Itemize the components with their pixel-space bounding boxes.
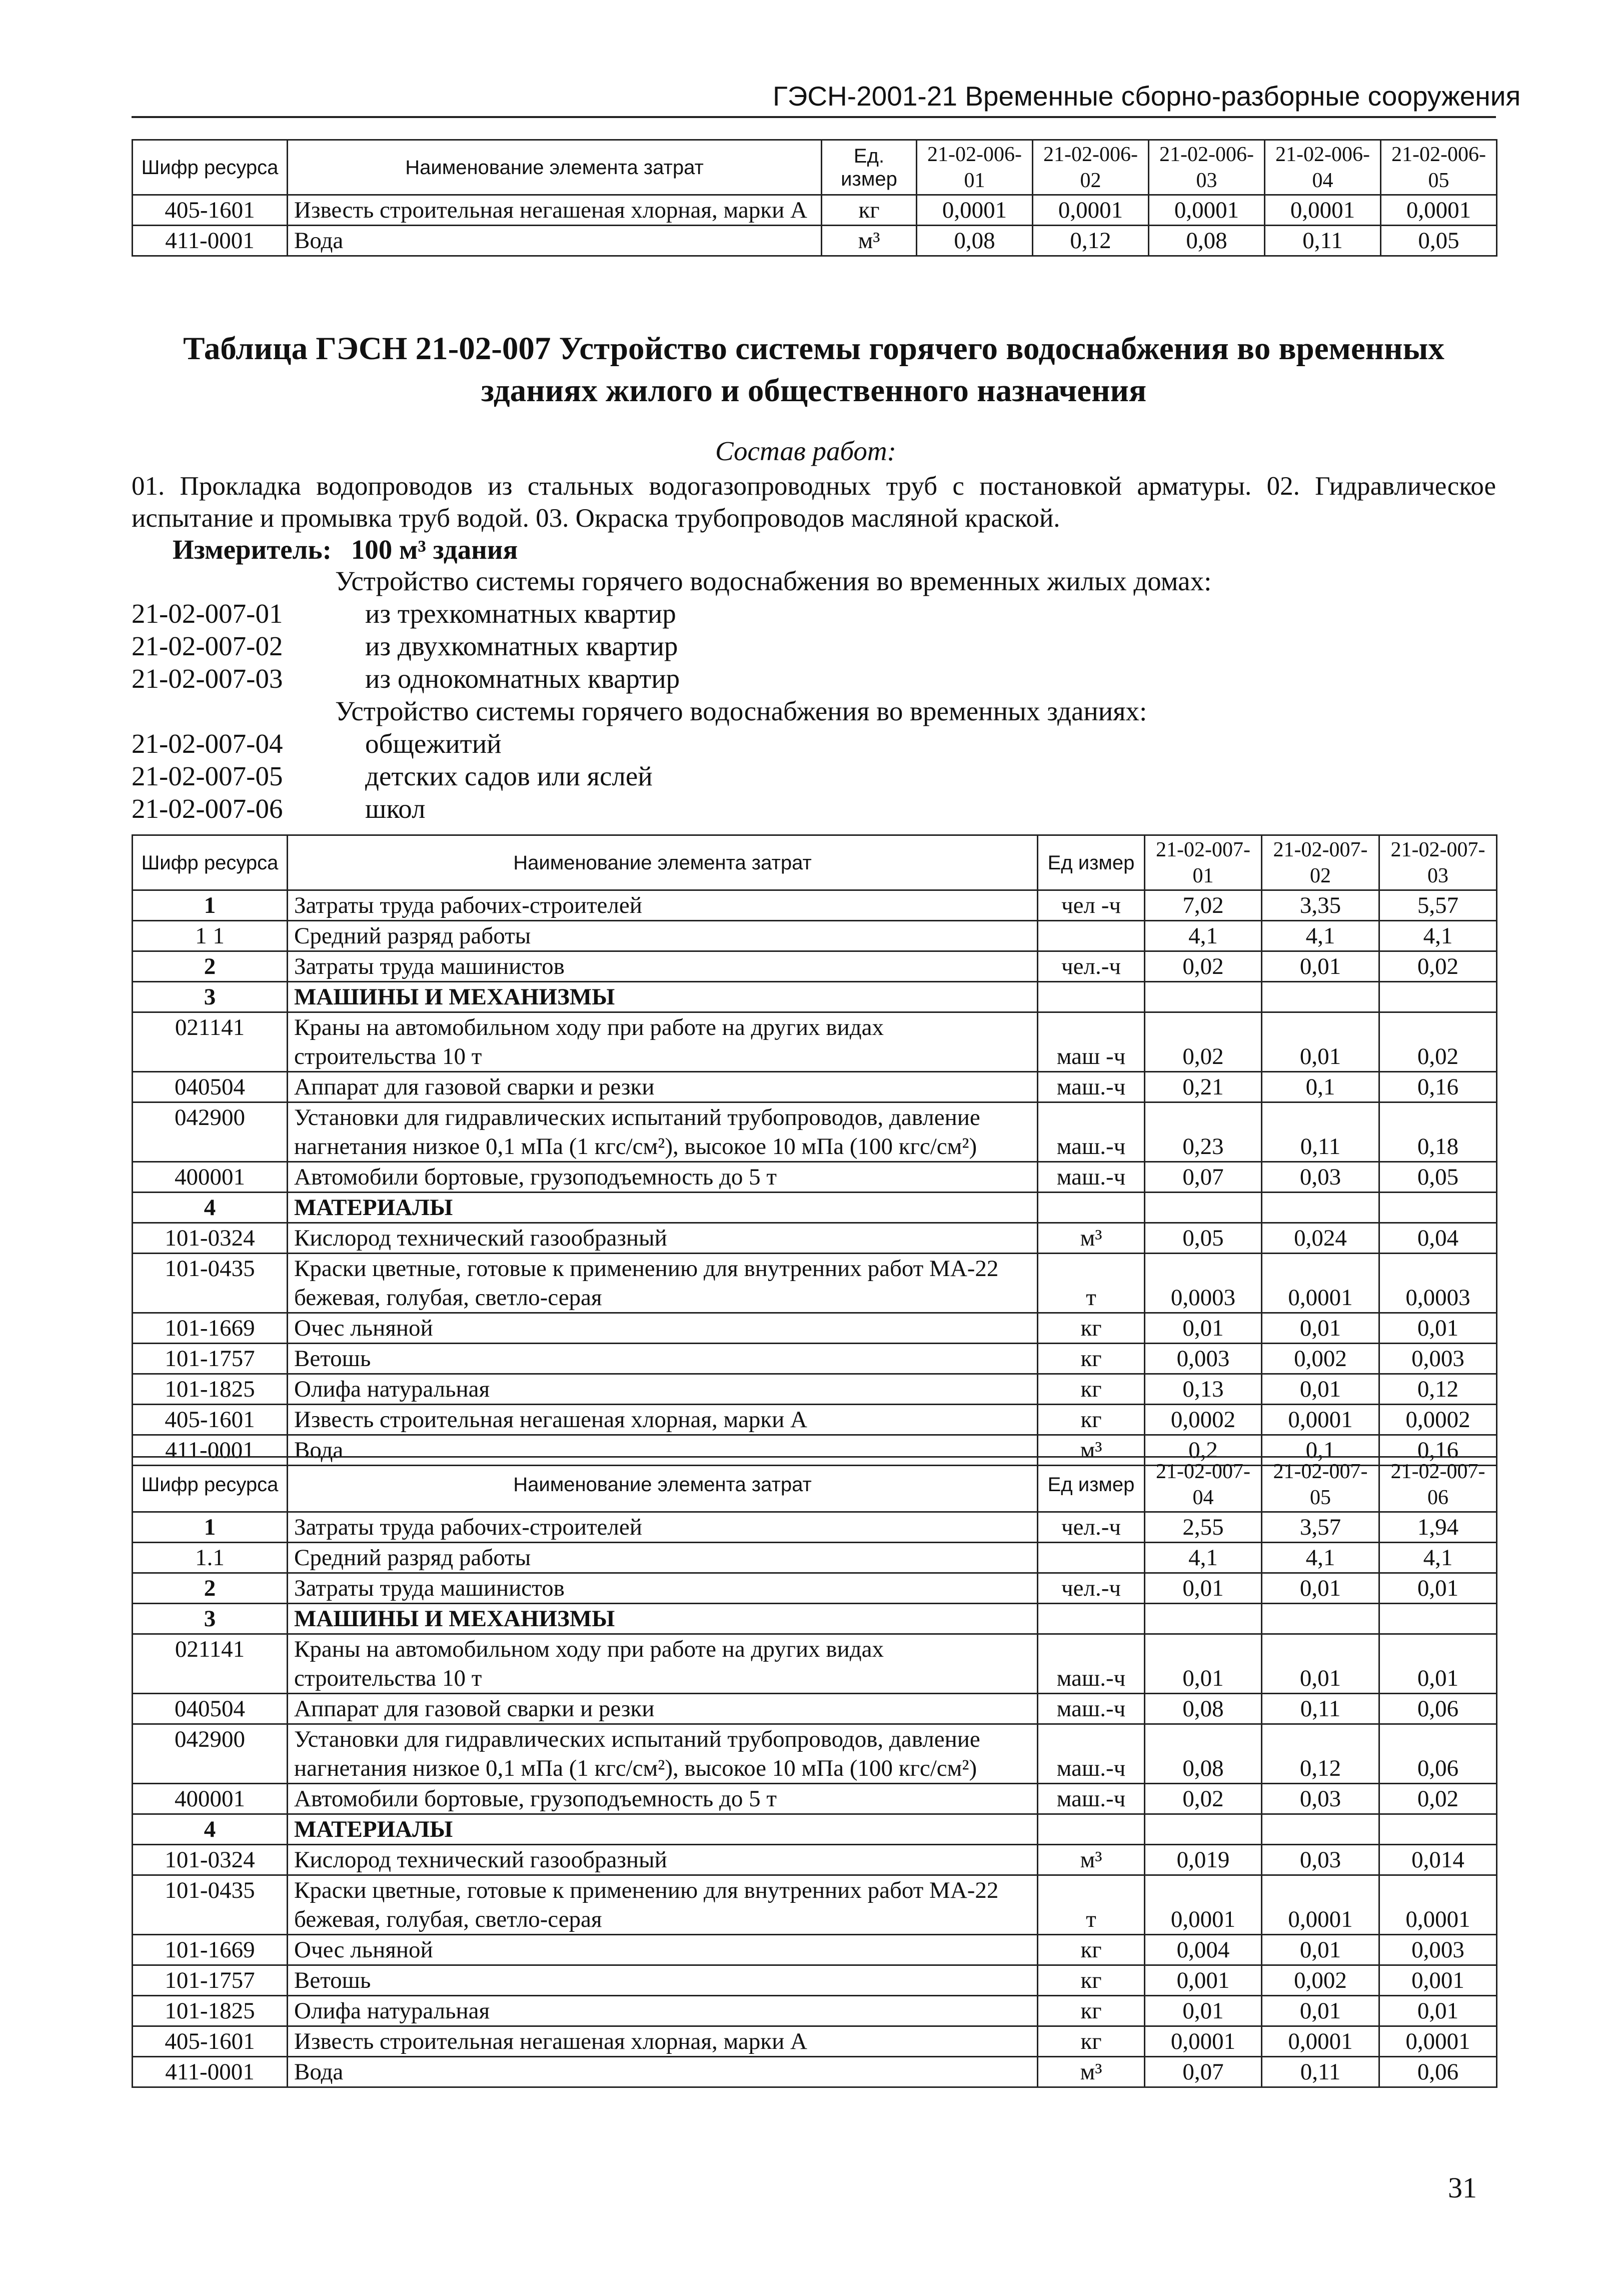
value-cell: 0,002 bbox=[1262, 1965, 1379, 1996]
table-row bbox=[133, 1814, 1497, 1845]
value-cell: 0,06 bbox=[1379, 1724, 1497, 1784]
value-cell bbox=[1262, 1604, 1379, 1634]
value-cell: 0,0001 bbox=[1262, 1254, 1379, 1313]
col-header-norm: 21-02-006-02 bbox=[1033, 140, 1149, 195]
resource-code: 405-1601 bbox=[133, 1405, 288, 1435]
work-composition-text: 01. Прокладка водопроводов из стальных водогазопроводных труб с постановкой арматуры. 02. Гидравлическое испытание и промывка труб водой. 03. Окраска трубопроводов масляной краской. bbox=[132, 472, 1496, 533]
resource-unit: кг bbox=[1038, 1996, 1145, 2026]
table-row bbox=[133, 951, 1497, 982]
resource-code: 3 bbox=[133, 1604, 288, 1634]
resource-code: 101-1825 bbox=[133, 1996, 288, 2026]
resource-name: Краны на автомобильном ходу при работе на других видах строительства 10 т bbox=[288, 1012, 1038, 1072]
value-cell: 0,01 bbox=[1262, 1012, 1379, 1072]
resource-code: 411-0001 bbox=[133, 2057, 288, 2087]
value-cell bbox=[1262, 982, 1379, 1012]
resource-unit bbox=[1038, 1814, 1145, 1845]
value-cell: 0,11 bbox=[1262, 1694, 1379, 1724]
table-row bbox=[133, 1405, 1497, 1435]
value-cell: 0,04 bbox=[1379, 1223, 1497, 1254]
value-cell: 0,02 bbox=[1379, 951, 1497, 982]
resource-unit: кг bbox=[1038, 1344, 1145, 1374]
table-row bbox=[133, 1845, 1497, 1875]
value-cell: 0,01 bbox=[1262, 1996, 1379, 2026]
resource-name: Краски цветные, готовые к применению для внутренних работ МА-22 бежевая, голубая, светло-серая bbox=[288, 1254, 1038, 1313]
resource-unit bbox=[1038, 921, 1145, 951]
table-row bbox=[133, 1996, 1497, 2026]
value-cell: 0,01 bbox=[1145, 1573, 1262, 1604]
table-row bbox=[133, 921, 1497, 951]
value-cell: 0,02 bbox=[1145, 951, 1262, 982]
value-cell: 0,0001 bbox=[1149, 195, 1265, 226]
resource-name: Олифа натуральная bbox=[288, 1374, 1038, 1405]
value-cell: 0,0002 bbox=[1145, 1405, 1262, 1435]
value-cell: 0,07 bbox=[1145, 2057, 1262, 2087]
value-cell: 0,01 bbox=[1262, 1573, 1379, 1604]
table-row bbox=[133, 2057, 1497, 2087]
resource-code: 411-0001 bbox=[133, 1435, 288, 1466]
resource-unit: кг bbox=[1038, 1374, 1145, 1405]
meter-label: Измеритель: bbox=[173, 534, 332, 565]
col-header-unit: Ед измер bbox=[1038, 1457, 1145, 1512]
resource-unit: чел.-ч bbox=[1038, 1512, 1145, 1543]
resource-unit: чел -ч bbox=[1038, 890, 1145, 921]
table-row bbox=[133, 1344, 1497, 1374]
resource-unit: м³ bbox=[1038, 2057, 1145, 2087]
page-number: 31 bbox=[1448, 2171, 1477, 2204]
resource-unit: кг bbox=[1038, 1935, 1145, 1965]
table-row bbox=[133, 1162, 1497, 1193]
value-cell: 0,03 bbox=[1262, 1784, 1379, 1814]
col-header-norm: 21-02-007-06 bbox=[1379, 1457, 1497, 1512]
value-cell: 0,02 bbox=[1145, 1012, 1262, 1072]
resource-name: Аппарат для газовой сварки и резки bbox=[288, 1694, 1038, 1724]
resource-name: Вода bbox=[288, 1435, 1038, 1466]
resource-name: МАШИНЫ И МЕХАНИЗМЫ bbox=[288, 982, 1038, 1012]
value-cell: 0,06 bbox=[1379, 2057, 1497, 2087]
col-header-norm: 21-02-007-05 bbox=[1262, 1457, 1379, 1512]
norm-label: из двухкомнатных квартир bbox=[365, 631, 678, 661]
value-cell: 0,05 bbox=[1145, 1223, 1262, 1254]
col-header-name: Наименование элемента затрат bbox=[288, 140, 822, 195]
col-header-norm: 21-02-006-04 bbox=[1265, 140, 1381, 195]
col-header-norm: 21-02-007-01 bbox=[1145, 835, 1262, 890]
value-cell: 0,004 bbox=[1145, 1935, 1262, 1965]
norm-code: 21-02-007-01 bbox=[132, 598, 283, 629]
value-cell: 0,03 bbox=[1262, 1845, 1379, 1875]
resource-name: Известь строительная негашеная хлорная, марки А bbox=[288, 195, 822, 226]
norm-label: общежитий bbox=[365, 728, 502, 759]
resource-unit: кг bbox=[1038, 1313, 1145, 1344]
value-cell bbox=[1262, 1193, 1379, 1223]
value-cell: 0,02 bbox=[1145, 1784, 1262, 1814]
resource-name: Кислород технический газообразный bbox=[288, 1845, 1038, 1875]
resource-unit bbox=[1038, 1193, 1145, 1223]
table-row bbox=[133, 1102, 1497, 1162]
table-row bbox=[133, 1193, 1497, 1223]
resource-unit bbox=[1038, 982, 1145, 1012]
resource-name: Олифа натуральная bbox=[288, 1996, 1038, 2026]
value-cell: 0,0001 bbox=[1379, 1875, 1497, 1935]
value-cell: 0,01 bbox=[1145, 1634, 1262, 1694]
norm-code: 21-02-007-06 bbox=[132, 793, 283, 824]
value-cell: 0,0001 bbox=[1265, 195, 1381, 226]
resource-code: 1 bbox=[133, 1512, 288, 1543]
table-row bbox=[133, 1573, 1497, 1604]
resource-unit: маш.-ч bbox=[1038, 1102, 1145, 1162]
value-cell: 4,1 bbox=[1262, 921, 1379, 951]
value-cell: 0,01 bbox=[1262, 1935, 1379, 1965]
resource-name: Ветошь bbox=[288, 1344, 1038, 1374]
resource-name: Известь строительная негашеная хлорная, марки А bbox=[288, 1405, 1038, 1435]
value-cell: 0,0001 bbox=[1145, 2026, 1262, 2057]
col-header-unit: Ед. измер bbox=[822, 140, 917, 195]
value-cell: 0,0003 bbox=[1145, 1254, 1262, 1313]
resource-unit: кг bbox=[822, 195, 917, 226]
value-cell: 0,07 bbox=[1145, 1162, 1262, 1193]
col-header-code: Шифр ресурса bbox=[133, 835, 288, 890]
col-header-code: Шифр ресурса bbox=[133, 1457, 288, 1512]
value-cell: 0,05 bbox=[1379, 1162, 1497, 1193]
table-row bbox=[133, 1634, 1497, 1694]
col-header-name: Наименование элемента затрат bbox=[288, 1457, 1038, 1512]
resource-code: 2 bbox=[133, 1573, 288, 1604]
resource-name: Затраты труда машинистов bbox=[288, 1573, 1038, 1604]
resource-name: МАШИНЫ И МЕХАНИЗМЫ bbox=[288, 1604, 1038, 1634]
resource-code: 040504 bbox=[133, 1072, 288, 1102]
value-cell: 0,11 bbox=[1265, 226, 1381, 256]
resource-name: Краны на автомобильном ходу при работе на других видах строительства 10 т bbox=[288, 1634, 1038, 1694]
resource-unit: чел.-ч bbox=[1038, 951, 1145, 982]
value-cell: 0,11 bbox=[1262, 2057, 1379, 2087]
value-cell: 3,35 bbox=[1262, 890, 1379, 921]
value-cell: 0,0001 bbox=[1145, 1875, 1262, 1935]
resource-code: 101-0435 bbox=[133, 1254, 288, 1313]
value-cell: 0,01 bbox=[1262, 1374, 1379, 1405]
value-cell bbox=[1379, 1193, 1497, 1223]
resource-code: 101-1757 bbox=[133, 1965, 288, 1996]
top-table bbox=[132, 139, 1497, 257]
norm-label: из трехкомнатных квартир bbox=[365, 598, 676, 629]
header-row bbox=[133, 835, 1497, 890]
value-cell: 2,55 bbox=[1145, 1512, 1262, 1543]
resource-unit bbox=[1038, 1604, 1145, 1634]
resource-name: Автомобили бортовые, грузоподъемность до 5 т bbox=[288, 1162, 1038, 1193]
resource-name: Средний разряд работы bbox=[288, 1543, 1038, 1573]
value-cell bbox=[1262, 1814, 1379, 1845]
table-row bbox=[133, 982, 1497, 1012]
resource-code: 021141 bbox=[133, 1012, 288, 1072]
resource-unit: маш.-ч bbox=[1038, 1072, 1145, 1102]
value-cell: 4,1 bbox=[1145, 1543, 1262, 1573]
value-cell: 0,0001 bbox=[917, 195, 1033, 226]
value-cell: 0,003 bbox=[1379, 1344, 1497, 1374]
resource-name: Автомобили бортовые, грузоподъемность до 5 т bbox=[288, 1784, 1038, 1814]
resource-code: 3 bbox=[133, 982, 288, 1012]
col-header-norm: 21-02-007-02 bbox=[1262, 835, 1379, 890]
norm-label: детских садов или яслей bbox=[365, 761, 653, 791]
group-heading: Устройство системы горячего водоснабжения во временных зданиях: bbox=[335, 696, 1147, 726]
norm-code: 21-02-007-04 bbox=[132, 728, 283, 759]
resource-unit: кг bbox=[1038, 2026, 1145, 2057]
resource-unit: кг bbox=[1038, 1965, 1145, 1996]
table-row bbox=[133, 226, 1497, 256]
norm-code: 21-02-007-02 bbox=[132, 631, 283, 661]
value-cell: 4,1 bbox=[1262, 1543, 1379, 1573]
norm-label: школ bbox=[365, 793, 426, 824]
value-cell: 0,08 bbox=[1145, 1694, 1262, 1724]
resource-name: Аппарат для газовой сварки и резки bbox=[288, 1072, 1038, 1102]
resource-name: Очес льняной bbox=[288, 1313, 1038, 1344]
norm-code: 21-02-007-03 bbox=[132, 663, 283, 694]
table-row bbox=[133, 1072, 1497, 1102]
resource-unit: м³ bbox=[822, 226, 917, 256]
table-row bbox=[133, 1374, 1497, 1405]
value-cell bbox=[1145, 1193, 1262, 1223]
table-row bbox=[133, 1694, 1497, 1724]
value-cell: 0,02 bbox=[1379, 1784, 1497, 1814]
resource-code: 411-0001 bbox=[133, 226, 288, 256]
resource-name: Известь строительная негашеная хлорная, марки А bbox=[288, 2026, 1038, 2057]
resource-code: 405-1601 bbox=[133, 2026, 288, 2057]
value-cell bbox=[1145, 1604, 1262, 1634]
resource-unit: маш.-ч bbox=[1038, 1694, 1145, 1724]
col-header-unit: Ед измер bbox=[1038, 835, 1145, 890]
value-cell: 0,06 bbox=[1379, 1694, 1497, 1724]
resource-unit: т bbox=[1038, 1254, 1145, 1313]
value-cell: 4,1 bbox=[1145, 921, 1262, 951]
resource-name: Очес льняной bbox=[288, 1935, 1038, 1965]
resource-name: Кислород технический газообразный bbox=[288, 1223, 1038, 1254]
table-row bbox=[133, 1935, 1497, 1965]
resource-code: 4 bbox=[133, 1814, 288, 1845]
resource-unit: маш.-ч bbox=[1038, 1724, 1145, 1784]
resource-code: 405-1601 bbox=[133, 195, 288, 226]
norm-label: из однокомнатных квартир bbox=[365, 663, 680, 694]
resource-name: Установки для гидравлических испытаний трубопроводов, давление нагнетания низкое 0,1 мПа (1 кгс/см²), высокое 10 мПа (100 кгс/см²) bbox=[288, 1102, 1038, 1162]
resource-unit: кг bbox=[1038, 1405, 1145, 1435]
resource-unit: т bbox=[1038, 1875, 1145, 1935]
value-cell: 0,16 bbox=[1379, 1072, 1497, 1102]
value-cell: 0,01 bbox=[1379, 1634, 1497, 1694]
value-cell: 0,0001 bbox=[1262, 2026, 1379, 2057]
norms-table-2 bbox=[132, 1456, 1497, 2088]
col-header-norm: 21-02-006-01 bbox=[917, 140, 1033, 195]
table-row bbox=[133, 2026, 1497, 2057]
value-cell: 0,024 bbox=[1262, 1223, 1379, 1254]
value-cell: 0,01 bbox=[1145, 1313, 1262, 1344]
table-row bbox=[133, 1512, 1497, 1543]
value-cell: 0,08 bbox=[917, 226, 1033, 256]
table-row bbox=[133, 1313, 1497, 1344]
value-cell: 0,0001 bbox=[1033, 195, 1149, 226]
table-row bbox=[133, 1223, 1497, 1254]
table-row bbox=[133, 1254, 1497, 1313]
value-cell: 0,01 bbox=[1262, 951, 1379, 982]
value-cell: 0,0003 bbox=[1379, 1254, 1497, 1313]
table-row bbox=[133, 1784, 1497, 1814]
col-header-norm: 21-02-006-05 bbox=[1381, 140, 1497, 195]
resource-unit: маш.-ч bbox=[1038, 1162, 1145, 1193]
value-cell: 0,12 bbox=[1379, 1374, 1497, 1405]
value-cell bbox=[1145, 982, 1262, 1012]
section-title: Таблица ГЭСН 21-02-007 Устройство системы горячего водоснабжения во временных зданиях жилого и общественного назначения bbox=[183, 331, 1444, 409]
resource-code: 400001 bbox=[133, 1162, 288, 1193]
table-row bbox=[133, 1604, 1497, 1634]
col-header-name: Наименование элемента затрат bbox=[288, 835, 1038, 890]
value-cell bbox=[1379, 1604, 1497, 1634]
resource-name: Затраты труда рабочих-строителей bbox=[288, 1512, 1038, 1543]
resource-code: 101-0435 bbox=[133, 1875, 288, 1935]
header-row bbox=[133, 1457, 1497, 1512]
resource-unit bbox=[1038, 1543, 1145, 1573]
value-cell: 0,014 bbox=[1379, 1845, 1497, 1875]
resource-code: 400001 bbox=[133, 1784, 288, 1814]
value-cell: 7,02 bbox=[1145, 890, 1262, 921]
value-cell: 0,13 bbox=[1145, 1374, 1262, 1405]
value-cell: 0,16 bbox=[1379, 1435, 1497, 1466]
resource-name: Средний разряд работы bbox=[288, 921, 1038, 951]
value-cell: 0,01 bbox=[1145, 1996, 1262, 2026]
resource-code: 101-1825 bbox=[133, 1374, 288, 1405]
table-row bbox=[133, 1012, 1497, 1072]
value-cell: 0,1 bbox=[1262, 1435, 1379, 1466]
resource-name: Затраты труда рабочих-строителей bbox=[288, 890, 1038, 921]
value-cell: 5,57 bbox=[1379, 890, 1497, 921]
value-cell bbox=[1145, 1814, 1262, 1845]
table-row bbox=[133, 1965, 1497, 1996]
resource-code: 042900 bbox=[133, 1724, 288, 1784]
value-cell: 0,08 bbox=[1149, 226, 1265, 256]
resource-unit: м³ bbox=[1038, 1435, 1145, 1466]
value-cell: 0,21 bbox=[1145, 1072, 1262, 1102]
value-cell: 0,01 bbox=[1379, 1996, 1497, 2026]
value-cell: 0,003 bbox=[1379, 1935, 1497, 1965]
resource-name: Ветошь bbox=[288, 1965, 1038, 1996]
value-cell: 0,11 bbox=[1262, 1102, 1379, 1162]
value-cell: 3,57 bbox=[1262, 1512, 1379, 1543]
value-cell: 0,001 bbox=[1145, 1965, 1262, 1996]
value-cell: 4,1 bbox=[1379, 1543, 1497, 1573]
resource-unit: м³ bbox=[1038, 1223, 1145, 1254]
resource-code: 101-0324 bbox=[133, 1223, 288, 1254]
resource-code: 042900 bbox=[133, 1102, 288, 1162]
value-cell: 0,01 bbox=[1262, 1313, 1379, 1344]
col-header-norm: 21-02-007-03 bbox=[1379, 835, 1497, 890]
col-header-norm: 21-02-007-04 bbox=[1145, 1457, 1262, 1512]
value-cell: 0,23 bbox=[1145, 1102, 1262, 1162]
resource-name: Установки для гидравлических испытаний трубопроводов, давление нагнетания низкое 0,1 мПа (1 кгс/см²), высокое 10 мПа (100 кгс/см²) bbox=[288, 1724, 1038, 1784]
header-rule bbox=[132, 116, 1496, 118]
col-header-code: Шифр ресурса bbox=[133, 140, 288, 195]
resource-unit: маш.-ч bbox=[1038, 1784, 1145, 1814]
value-cell: 0,03 bbox=[1262, 1162, 1379, 1193]
value-cell bbox=[1379, 1814, 1497, 1845]
norms-table-body bbox=[133, 835, 1497, 1466]
value-cell: 4,1 bbox=[1379, 921, 1497, 951]
value-cell: 0,0001 bbox=[1381, 195, 1497, 226]
resource-code: 101-1757 bbox=[133, 1344, 288, 1374]
resource-code: 101-1669 bbox=[133, 1313, 288, 1344]
value-cell: 0,0001 bbox=[1262, 1875, 1379, 1935]
resource-code: 2 bbox=[133, 951, 288, 982]
norm-code: 21-02-007-05 bbox=[132, 761, 283, 791]
resource-code: 021141 bbox=[133, 1634, 288, 1694]
value-cell: 0,01 bbox=[1379, 1573, 1497, 1604]
running-header: ГЭСН-2001-21 Временные сборно-разборные сооружения bbox=[773, 81, 1521, 112]
meter-line bbox=[173, 534, 518, 565]
value-cell: 0,0001 bbox=[1262, 1405, 1379, 1435]
table-row bbox=[133, 890, 1497, 921]
value-cell: 0,001 bbox=[1379, 1965, 1497, 1996]
value-cell: 0,01 bbox=[1262, 1634, 1379, 1694]
value-cell: 0,01 bbox=[1379, 1313, 1497, 1344]
resource-name: Краски цветные, готовые к применению для внутренних работ МА-22 бежевая, голубая, светло-серая bbox=[288, 1875, 1038, 1935]
meter-value: 100 м³ здания bbox=[351, 534, 518, 565]
resource-name: Вода bbox=[288, 226, 822, 256]
resource-code: 1.1 bbox=[133, 1543, 288, 1573]
resource-unit: чел.-ч bbox=[1038, 1573, 1145, 1604]
table-row bbox=[133, 1543, 1497, 1573]
col-header-norm: 21-02-006-03 bbox=[1149, 140, 1265, 195]
value-cell: 0,0001 bbox=[1379, 2026, 1497, 2057]
value-cell: 0,18 bbox=[1379, 1102, 1497, 1162]
work-composition-label: Состав работ: bbox=[715, 436, 896, 466]
resource-code: 1 bbox=[133, 890, 288, 921]
resource-code: 101-0324 bbox=[133, 1845, 288, 1875]
resource-unit: м³ bbox=[1038, 1845, 1145, 1875]
resource-name: Вода bbox=[288, 2057, 1038, 2087]
value-cell: 0,003 bbox=[1145, 1344, 1262, 1374]
value-cell: 0,02 bbox=[1379, 1012, 1497, 1072]
value-cell: 0,12 bbox=[1262, 1724, 1379, 1784]
resource-code: 4 bbox=[133, 1193, 288, 1223]
resource-unit: маш -ч bbox=[1038, 1012, 1145, 1072]
resource-name: МАТЕРИАЛЫ bbox=[288, 1193, 1038, 1223]
value-cell: 0,0002 bbox=[1379, 1405, 1497, 1435]
norms-table-body bbox=[133, 1457, 1497, 2087]
table-row bbox=[133, 1875, 1497, 1935]
table-row bbox=[133, 1724, 1497, 1784]
resource-code: 040504 bbox=[133, 1694, 288, 1724]
value-cell: 1,94 bbox=[1379, 1512, 1497, 1543]
resource-name: МАТЕРИАЛЫ bbox=[288, 1814, 1038, 1845]
value-cell bbox=[1379, 982, 1497, 1012]
resource-code: 1 1 bbox=[133, 921, 288, 951]
value-cell: 0,05 bbox=[1381, 226, 1497, 256]
norms-table-1 bbox=[132, 834, 1497, 1466]
resource-code: 101-1669 bbox=[133, 1935, 288, 1965]
value-cell: 0,2 bbox=[1145, 1435, 1262, 1466]
resource-name: Затраты труда машинистов bbox=[288, 951, 1038, 982]
table-row bbox=[133, 195, 1497, 226]
group-heading: Устройство системы горячего водоснабжения во временных жилых домах: bbox=[335, 566, 1212, 596]
value-cell: 0,1 bbox=[1262, 1072, 1379, 1102]
resource-unit: маш.-ч bbox=[1038, 1634, 1145, 1694]
value-cell: 0,002 bbox=[1262, 1344, 1379, 1374]
value-cell: 0,019 bbox=[1145, 1845, 1262, 1875]
value-cell: 0,08 bbox=[1145, 1724, 1262, 1784]
value-cell: 0,12 bbox=[1033, 226, 1149, 256]
